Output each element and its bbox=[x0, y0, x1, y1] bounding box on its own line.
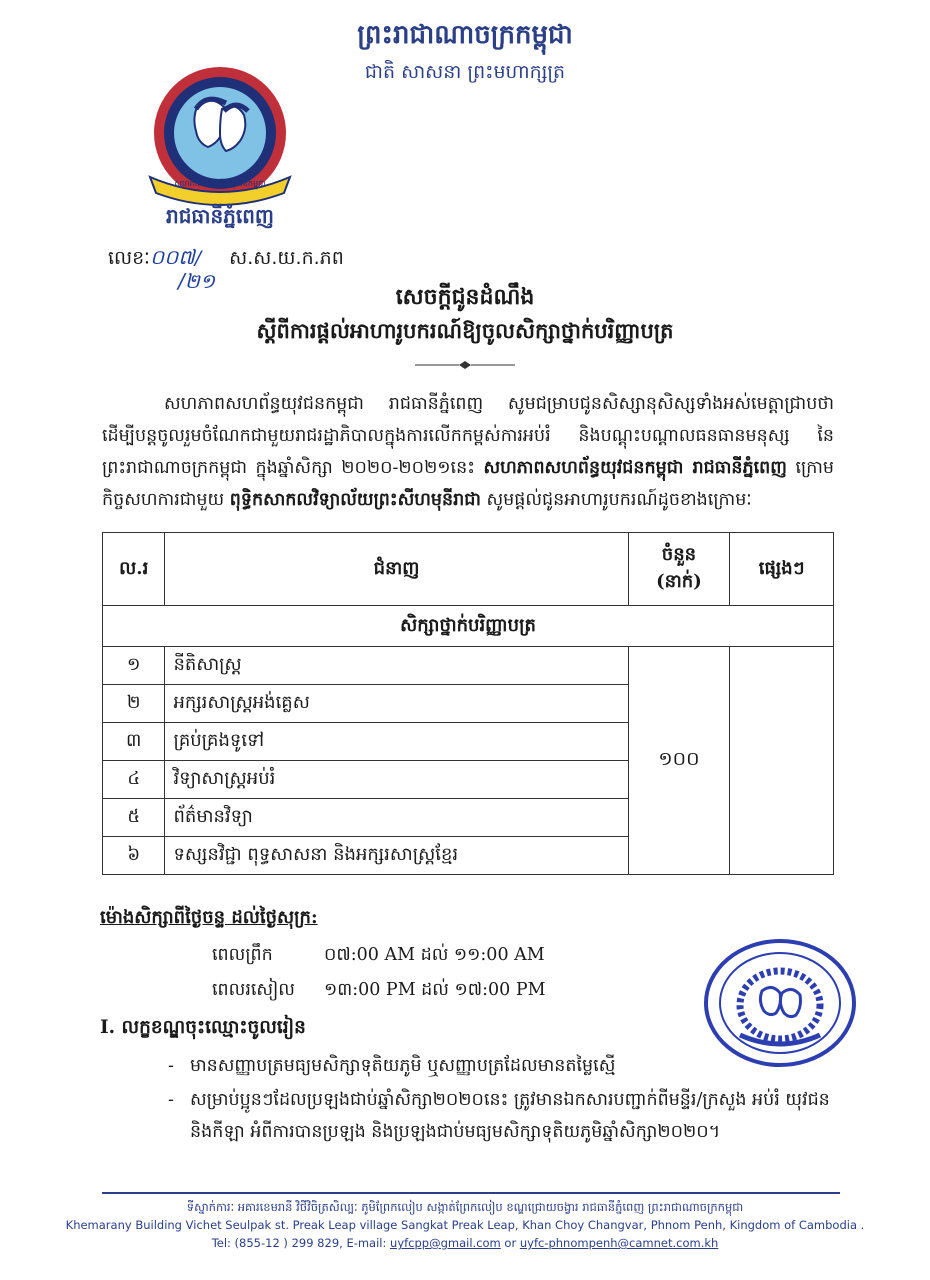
reference-year: /២១ bbox=[178, 269, 216, 293]
morning-time: ០៧:00 AM ដល់ ១១:00 AM bbox=[324, 945, 545, 965]
row-skill: ព័ត៌មានវិទ្យា bbox=[165, 799, 628, 837]
city-label: រាជធានីភ្នំពេញ bbox=[166, 204, 274, 228]
table-header-row bbox=[103, 533, 834, 606]
header-skill: ជំនាញ bbox=[165, 533, 628, 606]
reference-handwritten-number: ០០៧ bbox=[149, 245, 195, 269]
requirements-heading: I. លក្ខខណ្ឌចុះឈ្មោះចូលរៀន bbox=[100, 1017, 306, 1038]
email-link-1[interactable]: uyfcpp@gmail.com bbox=[390, 1236, 501, 1250]
reference-suffix: ស.ស.យ.ក.ភព bbox=[229, 247, 344, 269]
schedule-heading: ម៉ោងសិក្សាពីថ្ងៃចន្ទ ដល់ថ្ងៃសុក្រ: bbox=[100, 907, 318, 928]
row-no: ៣ bbox=[103, 723, 165, 761]
requirement-item: - សម្រាប់ប្អូនៗដែលប្រឡងជាប់ឆ្នាំសិក្សា២០២០នេះ ត្រូវមានឯកសារបញ្ជាក់ពីមន្ទីរ/ក្រសួង អប់រំ យុវជន និងកីឡា អំពីការបានប្រឡង និងប្រឡងជាប់មធ្យមសិក្សាទុតិយភូមិឆ្នាំសិក្សា២០២០។ bbox=[168, 1090, 830, 1142]
category-label: សិក្សាថ្នាក់បរិញ្ញាបត្រ bbox=[103, 606, 834, 647]
logo-ribbon-text: សហភាពសហព័ន្ធយុវជនកម្ពុជា bbox=[174, 179, 266, 188]
header-other: ផ្សេងៗ bbox=[730, 533, 834, 606]
header-no: ល.រ bbox=[103, 533, 165, 606]
footer-tel: Tel: (855-12 ) 299 829, E-mail: bbox=[211, 1236, 391, 1250]
reference-label: លេខៈ bbox=[108, 247, 150, 269]
row-skill: ទស្សនវិជ្ជា ពុទ្ធសាសនា និងអក្សរសាស្ត្រខ្មែរ bbox=[165, 837, 628, 875]
notice-body: សហភាពសហព័ន្ធយុវជនកម្ពុជា រាជធានីភ្នំពេញ សូមជម្រាបជូនសិស្សានុសិស្សទាំងអស់មេត្តាជ្រាបថា ដើម្បីបន្តចូលរួមចំណែកជាមួយរាជរដ្ឋាភិបាលក្នុងការលើកកម្ពស់ការអប់រំ និងបណ្តុះបណ្តាលធនធានមនុស្ស នៃព្រះរាជាណាចក្រកម្ពុជា ក្នុងឆ្នាំសិក្សា ២០២០-២០២១នេះ សហភាពសហព័ន្ធយុវជនកម្ពុជា រាជធានីភ្នំពេញ ក្រោមកិច្ចសហការជាមួយ ពុទ្ធិកសាកលវិទ្យាល័យព្រះសីហមុនីរាជា សូមផ្តល់ជូនអាហារូបករណ៍ដូចខាងក្រោមៈ bbox=[102, 394, 834, 510]
other-cell bbox=[730, 647, 834, 875]
footer-address-km: ទីស្នាក់ការៈ អគារខេមរានី វិថីវិចិត្រសិល្បៈ ភូមិព្រែកលៀប សង្កាត់ព្រែកលៀប ខណ្ឌជ្រោយចង្វារ រាជធានីភ្នំពេញ ព្រះរាជាណាចក្រកម្ពុជា bbox=[186, 1200, 744, 1214]
row-skill: អក្សរសាស្ត្រអង់គ្លេស bbox=[165, 685, 628, 723]
footer-divider bbox=[102, 1192, 840, 1194]
scholarship-table bbox=[102, 532, 834, 875]
category-row bbox=[103, 606, 834, 647]
row-no: ២ bbox=[103, 685, 165, 723]
header-count: ចំនួន (នាក់) bbox=[628, 533, 730, 606]
footer-contact: Tel: (855-12 ) 299 829, E-mail: uyfcpp@gmail.com or uyfc-phnompenh@camnet.com.kh bbox=[211, 1236, 719, 1250]
body-bold-organization: សហភាពសហព័ន្ធយុវជនកម្ពុជា រាជធានីភ្នំពេញ bbox=[483, 458, 787, 478]
email-link-2[interactable]: uyfc-phnompenh@camnet.com.kh bbox=[519, 1236, 719, 1250]
notice-title: សេចក្តីជូនដំណឹង bbox=[395, 285, 535, 310]
requirement-item: - មានសញ្ញាបត្រមធ្យមសិក្សាទុតិយភូមិ ឬសញ្ញាបត្រដែលមានតម្លៃស្មើ bbox=[168, 1056, 616, 1076]
row-no: ៤ bbox=[103, 761, 165, 799]
row-no: ៥ bbox=[103, 799, 165, 837]
table-row bbox=[103, 647, 834, 685]
footer-address-en: Khemarany Building Vichet Seulpak st. Preak Leap village Sangkat Preak Leap, Khan Choy Changvar, Phnom Penh, Kingdom of Cambodia . bbox=[65, 1218, 865, 1232]
morning-label: ពេលព្រឹក bbox=[212, 945, 273, 965]
morning-schedule bbox=[212, 943, 545, 969]
afternoon-time: ១៣:00 PM ដល់ ១៧:00 PM bbox=[324, 980, 546, 1000]
row-skill: វិទ្យាសាស្ត្រអប់រំ bbox=[165, 761, 628, 799]
notice-subtitle: ស្តីពីការផ្តល់អាហារូបករណ៍ឱ្យចូលសិក្សាថ្នាក់បរិញ្ញាបត្រ bbox=[256, 319, 674, 343]
row-no: ១ bbox=[103, 647, 165, 685]
count-total: ១០០ bbox=[628, 647, 730, 875]
afternoon-label: ពេលរសៀល bbox=[212, 980, 295, 1000]
motto: ជាតិ សាសនា ព្រះមហាក្សត្រ bbox=[364, 61, 566, 83]
kingdom-heading: ព្រះរាជាណាចក្រកម្ពុជា bbox=[357, 20, 573, 50]
row-skill: នីតិសាស្ត្រ bbox=[165, 647, 628, 685]
afternoon-schedule bbox=[212, 978, 546, 1004]
reference-number: លេខៈ០០៧/ ស.ស.យ.ក.ភព bbox=[108, 245, 344, 269]
row-skill: គ្រប់គ្រងទូទៅ bbox=[165, 723, 628, 761]
youth-federation-logo-icon bbox=[140, 65, 300, 225]
divider-ornament-icon bbox=[415, 360, 515, 370]
body-bold-university: ពុទ្ធិកសាកលវិទ្យាល័យព្រះសីហមុនីរាជា bbox=[229, 490, 481, 510]
row-no: ៦ bbox=[103, 837, 165, 875]
